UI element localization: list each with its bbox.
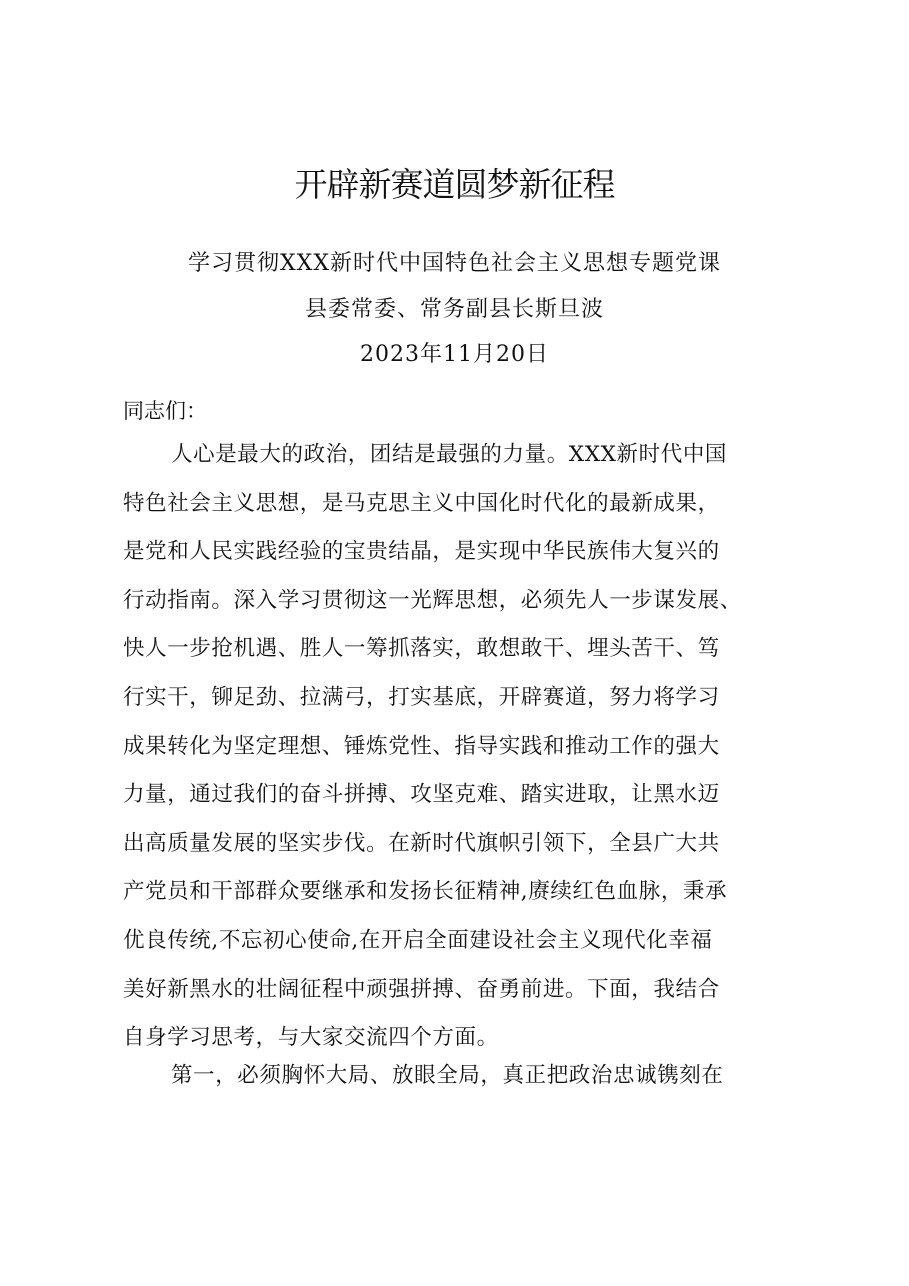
paragraph-line: 行动指南。深入学习贯彻这一光辉思想，必须先人一步谋发展、 xyxy=(123,587,742,613)
date-line: 2023年11月20日 xyxy=(360,342,549,367)
speaker-line: 县委常委、常务副县长斯旦波 xyxy=(304,297,604,322)
paragraph-line: 特色社会主义思想，是马克思主义中国化时代化的最新成果， xyxy=(123,490,720,516)
paragraph-line: 快人一步抢机遇、胜人一筹抓落实，敢想敢干、埋头苦干、笃 xyxy=(123,636,720,662)
paragraph-line: 出高质量发展的坚实步伐。在新时代旗帜引领下，全县广大共 xyxy=(123,830,720,856)
paragraph-1 xyxy=(123,431,783,1063)
paragraph-line: 美好新黑水的壮阔征程中顽强拼搏、奋勇前进。下面，我结合 xyxy=(123,976,720,1002)
paragraph-line: 自身学习思考，与大家交流四个方面。 xyxy=(123,1025,499,1051)
paragraph-line: 力量，通过我们的奋斗拼搏、攻坚克难、踏实进取，让黑水迈 xyxy=(123,782,720,808)
document-subtitle: 学习贯彻XXX新时代中国特色社会主义思想专题党课 xyxy=(188,251,721,276)
paragraph-line: 人心是最大的政治，团结是最强的力量。XXX新时代中国 xyxy=(171,442,728,467)
paragraph-line: 行实干，铆足劲、拉满弓，打实基底，开辟赛道，努力将学习 xyxy=(123,684,720,710)
paragraph-2 xyxy=(123,1052,783,1101)
salutation: 同志们： xyxy=(123,399,207,423)
paragraph-line: 第一，必须胸怀大局、放眼全局，真正把政治忠诚镌刻在 xyxy=(171,1063,724,1088)
paragraph-line: 优良传统,不忘初心使命,在开启全面建设社会主义现代化幸福 xyxy=(123,927,713,953)
document-title: 开辟新赛道圆梦新征程 xyxy=(294,165,615,204)
paragraph-line: 是党和人民实践经验的宝贵结晶，是实现中华民族伟大复兴的 xyxy=(123,539,720,565)
paragraph-line: 成果转化为坚定理想、锤炼党性、指导实践和推动工作的强大 xyxy=(123,733,720,759)
paragraph-line: 产党员和干部群众要继承和发扬长征精神,赓续红色血脉，秉承 xyxy=(123,879,728,905)
